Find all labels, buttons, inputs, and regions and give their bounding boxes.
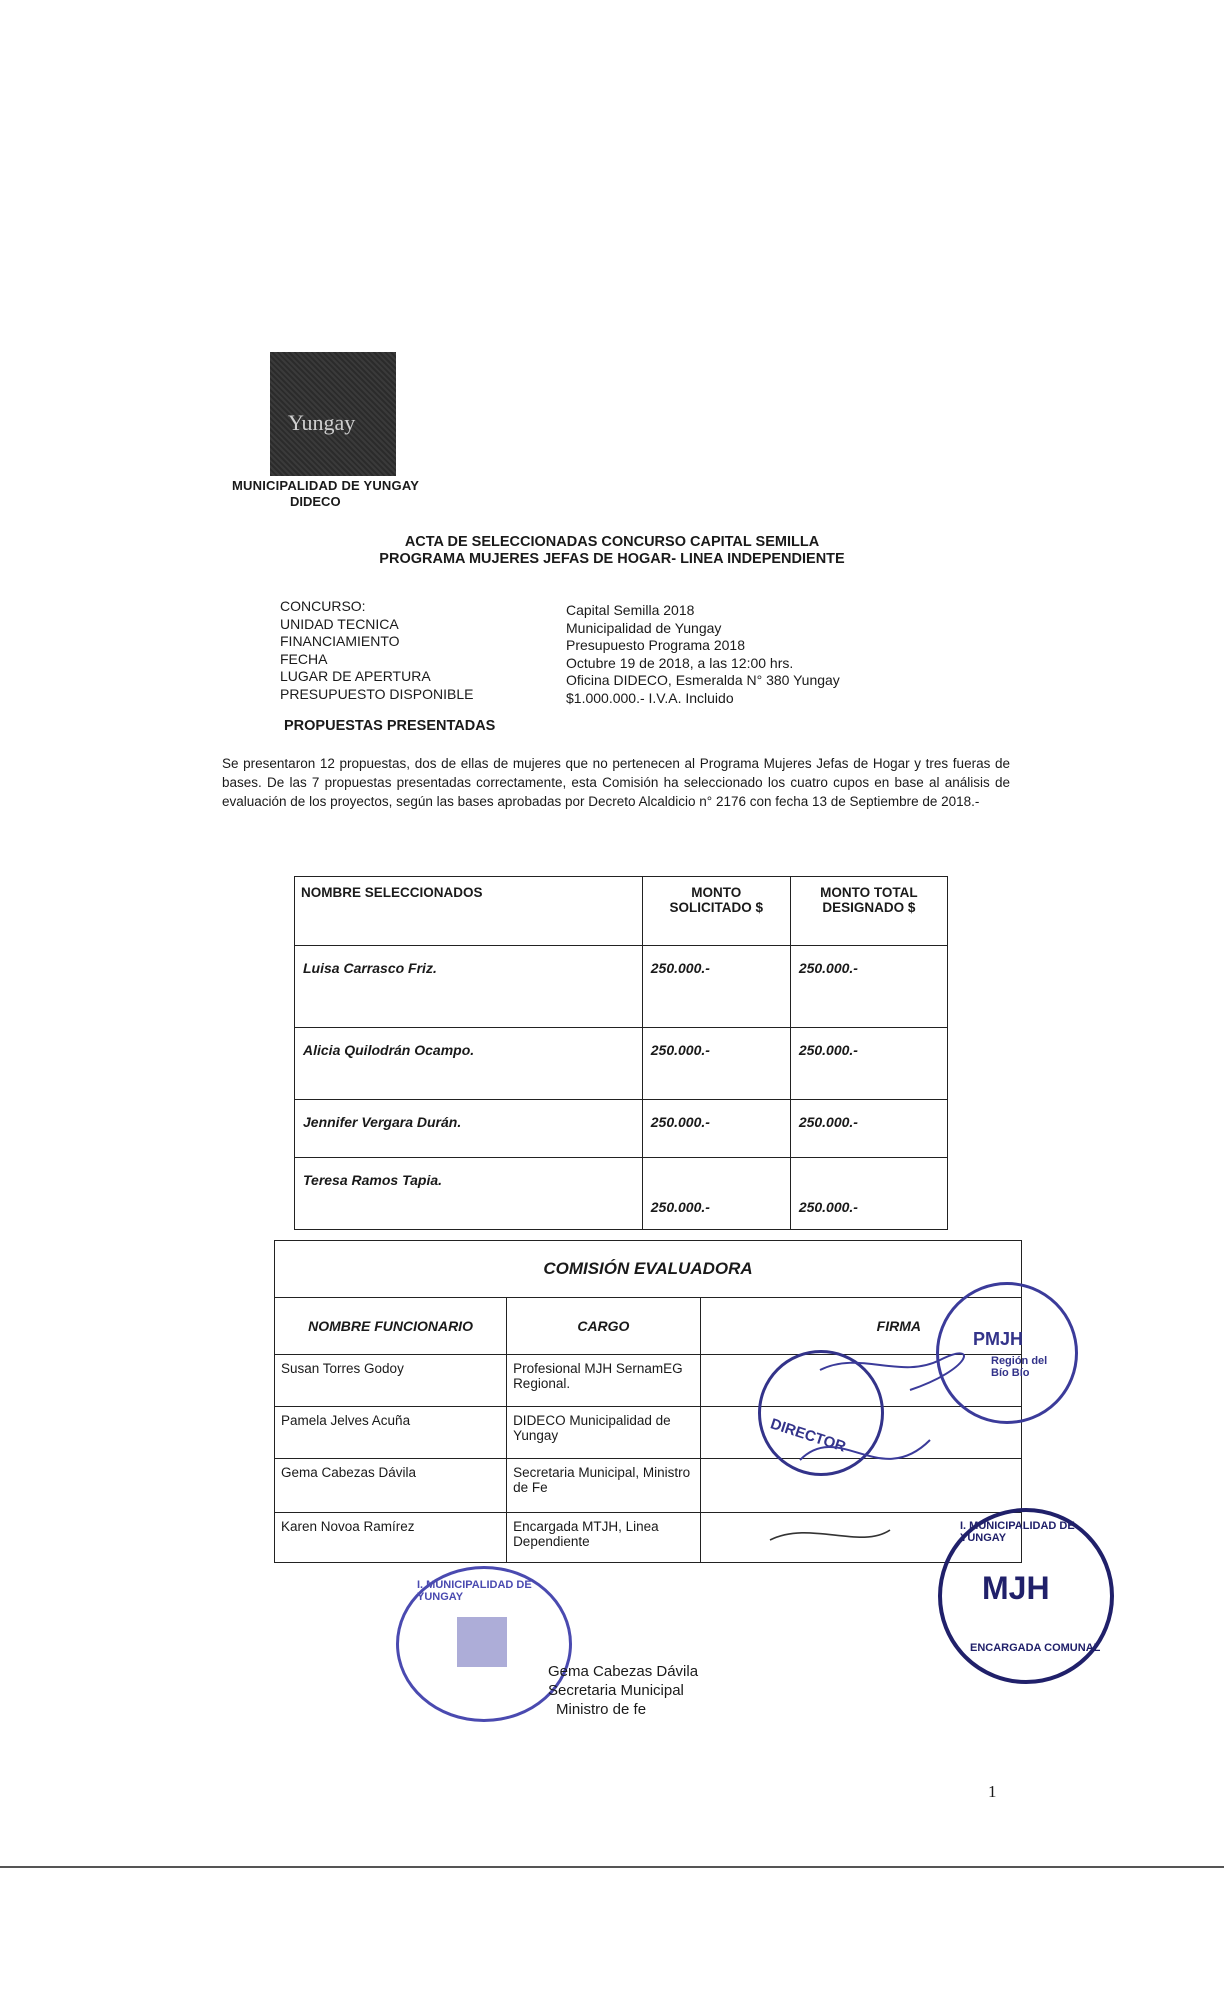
info-value: Oficina DIDECO, Esmeralda N° 380 Yungay (566, 672, 840, 688)
pmjh-seal-label: PMJH (973, 1329, 1024, 1349)
col-header: MONTO TOTAL DESIGNADO $ (790, 877, 947, 946)
col-header: NOMBRE FUNCIONARIO (275, 1298, 507, 1355)
page-bottom-rule (0, 1866, 1224, 1868)
requested-amount: 250.000.- (642, 946, 790, 1028)
intro-paragraph: Se presentaron 12 propuestas, dos de ellas de mujeres que no pertenecen al Programa Mujeres Jefas de Hogar y tres fueras de bases. De las 7 propuestas presentadas correctamente, esta Comisión ha seleccionado los cuatro cupos en base al análisis de evaluación de los proyectos, según las bases aprobadas por Decreto Alcaldicio n° 2176 con fecha 13 de Septiembre de 2018.- (222, 756, 1010, 809)
official-role: Profesional MJH SernamEG Regional. (507, 1355, 701, 1407)
assigned-amount: 250.000.- (790, 1100, 947, 1158)
coat-of-arms-icon (457, 1617, 507, 1667)
requested-amount: 250.000.- (642, 1028, 790, 1100)
signer-role: Ministro de fe (556, 1701, 647, 1718)
signature-stroke (800, 1440, 930, 1460)
col-header: NOMBRE SELECCIONADOS (295, 877, 643, 946)
info-value: Octubre 19 de 2018, a las 12:00 hrs. (566, 654, 794, 671)
pmjh-seal-region: Región del Bío Bío (991, 1355, 1048, 1379)
info-label: LUGAR DE APERTURA (280, 668, 431, 684)
logo-text: Yungay (288, 410, 356, 435)
table-row (295, 1100, 948, 1158)
official-role: Encargada MTJH, Linea Dependiente (507, 1513, 701, 1563)
assigned-amount: 250.000.- (790, 1028, 947, 1100)
secretaria-seal (396, 1566, 572, 1722)
mjh-seal-ring-bottom: ENCARGADA COMUNAL (970, 1642, 1101, 1654)
assigned-amount: 250.000.- (790, 946, 947, 1028)
section-title: PROPUESTAS PRESENTADAS (284, 718, 496, 734)
selected-name: Luisa Carrasco Friz. (295, 946, 643, 1028)
signature-marks (740, 1340, 1020, 1560)
official-name: Susan Torres Godoy (275, 1355, 507, 1407)
info-value: Presupuesto Programa 2018 (566, 637, 745, 653)
official-name: Karen Novoa Ramírez (275, 1513, 507, 1563)
selected-table (294, 876, 948, 1230)
info-labels (280, 598, 473, 703)
signature-stroke (820, 1353, 964, 1390)
requested-amount: 250.000.- (642, 1100, 790, 1158)
director-seal-label: DIRECTOR (768, 1415, 848, 1456)
official-name: Gema Cabezas Dávila (275, 1459, 507, 1513)
municipality-name: MUNICIPALIDAD DE YUNGAY (232, 478, 420, 493)
info-label: FINANCIAMIENTO (280, 633, 400, 649)
table-row (295, 1028, 948, 1100)
info-value: Capital Semilla 2018 (566, 602, 695, 618)
official-name: Pamela Jelves Acuña (275, 1407, 507, 1459)
commission-caption: COMISIÓN EVALUADORA (275, 1241, 1022, 1298)
col-header: MONTO SOLICITADO $ (642, 877, 790, 946)
signature-block (548, 1662, 698, 1719)
mjh-seal-label: MJH (982, 1570, 1050, 1606)
signature-stroke (770, 1530, 890, 1540)
table-row (295, 1158, 948, 1230)
mjh-seal-ring: I. MUNICIPALIDAD DE YUNGAY (960, 1520, 1075, 1544)
info-label: CONCURSO: (280, 598, 366, 614)
municipality-logo (270, 352, 396, 476)
official-role: DIDECO Municipalidad de Yungay (507, 1407, 701, 1459)
info-values (566, 602, 840, 707)
page-number: 1 (988, 1782, 997, 1801)
selected-name: Jennifer Vergara Durán. (295, 1100, 643, 1158)
col-header: FIRMA (700, 1298, 1021, 1355)
official-role: Secretaria Municipal, Ministro de Fe (507, 1459, 701, 1513)
requested-amount: 250.000.- (642, 1158, 790, 1230)
doc-title-line1: ACTA DE SELECCIONADAS CONCURSO CAPITAL SEMILLA (404, 534, 820, 550)
info-value: Municipalidad de Yungay (566, 619, 722, 636)
col-header: CARGO (507, 1298, 701, 1355)
info-label: FECHA (280, 650, 328, 667)
info-label: PRESUPUESTO DISPONIBLE (280, 685, 474, 702)
doc-title-line2: PROGRAMA MUJERES JEFAS DE HOGAR- LINEA INDEPENDIENTE (379, 551, 845, 567)
signer-title: Secretaria Municipal (548, 1682, 684, 1699)
signer-name: Gema Cabezas Dávila (548, 1663, 699, 1680)
secretaria-seal-ring: I. MUNICIPALIDAD DE YUNGAY (417, 1579, 532, 1603)
department-name: DIDECO (290, 494, 341, 509)
table-row (295, 946, 948, 1028)
info-label: UNIDAD TECNICA (280, 615, 399, 632)
selected-name: Teresa Ramos Tapia. (295, 1158, 643, 1230)
info-value: $1.000.000.- I.V.A. Incluido (566, 689, 734, 706)
selected-name: Alicia Quilodrán Ocampo. (295, 1028, 643, 1100)
assigned-amount: 250.000.- (790, 1158, 947, 1230)
